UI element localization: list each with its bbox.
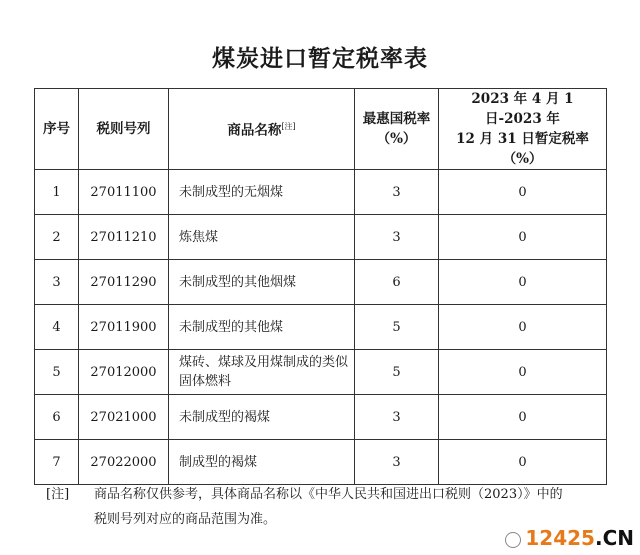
site-watermark <box>505 526 634 550</box>
table-row <box>35 305 607 350</box>
cell-seq: 5 <box>35 350 79 395</box>
table-header-row <box>35 89 607 170</box>
header-product-name-label: 商品名称 <box>227 122 282 139</box>
cell-temp-rate: 0 <box>439 215 607 260</box>
header-note-marker: [注] <box>281 122 296 132</box>
cell-temp-rate: 0 <box>439 350 607 395</box>
table-row <box>35 215 607 260</box>
table-row <box>35 395 607 440</box>
cell-seq: 4 <box>35 305 79 350</box>
cell-seq: 3 <box>35 260 79 305</box>
cell-product-name: 未制成型的无烟煤 <box>169 170 355 215</box>
cell-mfn-rate: 3 <box>355 395 439 440</box>
cell-seq: 7 <box>35 440 79 485</box>
cell-temp-rate: 0 <box>439 260 607 305</box>
cell-mfn-rate: 3 <box>355 440 439 485</box>
header-mfn-rate-line1: 最惠国税率 <box>362 111 431 127</box>
cell-mfn-rate: 5 <box>355 305 439 350</box>
cell-mfn-rate: 5 <box>355 350 439 395</box>
footnote-tag: [注] <box>46 487 70 502</box>
footnote <box>46 482 566 532</box>
page-title: 煤炭进口暂定税率表 <box>212 45 428 72</box>
cell-product-name: 制成型的褐煤 <box>169 440 355 485</box>
cell-product-name: 未制成型的其他烟煤 <box>169 260 355 305</box>
cell-tariff-no: 27011210 <box>79 215 169 260</box>
cell-tariff-no: 27011900 <box>79 305 169 350</box>
cell-temp-rate: 0 <box>439 440 607 485</box>
cell-product-name: 煤砖、煤球及用煤制成的类似固体燃料 <box>169 350 355 395</box>
table-row <box>35 350 607 395</box>
cell-tariff-no: 27021000 <box>79 395 169 440</box>
cell-product-name: 未制成型的褐煤 <box>169 395 355 440</box>
cell-seq: 2 <box>35 215 79 260</box>
header-product-name <box>169 89 355 170</box>
table-row <box>35 170 607 215</box>
footnote-line1 <box>46 482 566 507</box>
watermark-logo-icon <box>505 532 521 548</box>
header-temp-rate <box>439 89 607 170</box>
cell-mfn-rate: 6 <box>355 260 439 305</box>
cell-seq: 6 <box>35 395 79 440</box>
cell-product-name: 未制成型的其他煤 <box>169 305 355 350</box>
tariff-table <box>34 88 607 485</box>
header-temp-rate-line2: 12 月 31 日暂定税率（%） <box>456 131 589 167</box>
cell-mfn-rate: 3 <box>355 215 439 260</box>
table-row <box>35 260 607 305</box>
cell-seq: 1 <box>35 170 79 215</box>
cell-mfn-rate: 3 <box>355 170 439 215</box>
cell-tariff-no: 27012000 <box>79 350 169 395</box>
cell-tariff-no: 27011290 <box>79 260 169 305</box>
cell-tariff-no: 27022000 <box>79 440 169 485</box>
cell-temp-rate: 0 <box>439 395 607 440</box>
footnote-text-line2: 税则号列对应的商品范围为准。 <box>94 512 277 527</box>
table-row <box>35 440 607 485</box>
header-mfn-rate-line2: （%） <box>376 131 417 147</box>
cell-temp-rate: 0 <box>439 170 607 215</box>
cell-temp-rate: 0 <box>439 305 607 350</box>
watermark-number: 12425 <box>525 526 595 550</box>
cell-product-name: 炼焦煤 <box>169 215 355 260</box>
header-tariff-no: 税则号列 <box>79 89 169 170</box>
watermark-suffix: .CN <box>594 526 634 550</box>
header-temp-rate-line1: 2023 年 4 月 1 日-2023 年 <box>471 91 574 127</box>
header-mfn-rate <box>355 89 439 170</box>
cell-tariff-no: 27011100 <box>79 170 169 215</box>
footnote-text-line1: 商品名称仅供参考，具体商品名称以《中华人民共和国进出口税则（2023）》中的 <box>94 487 563 502</box>
header-seq: 序号 <box>35 89 79 170</box>
